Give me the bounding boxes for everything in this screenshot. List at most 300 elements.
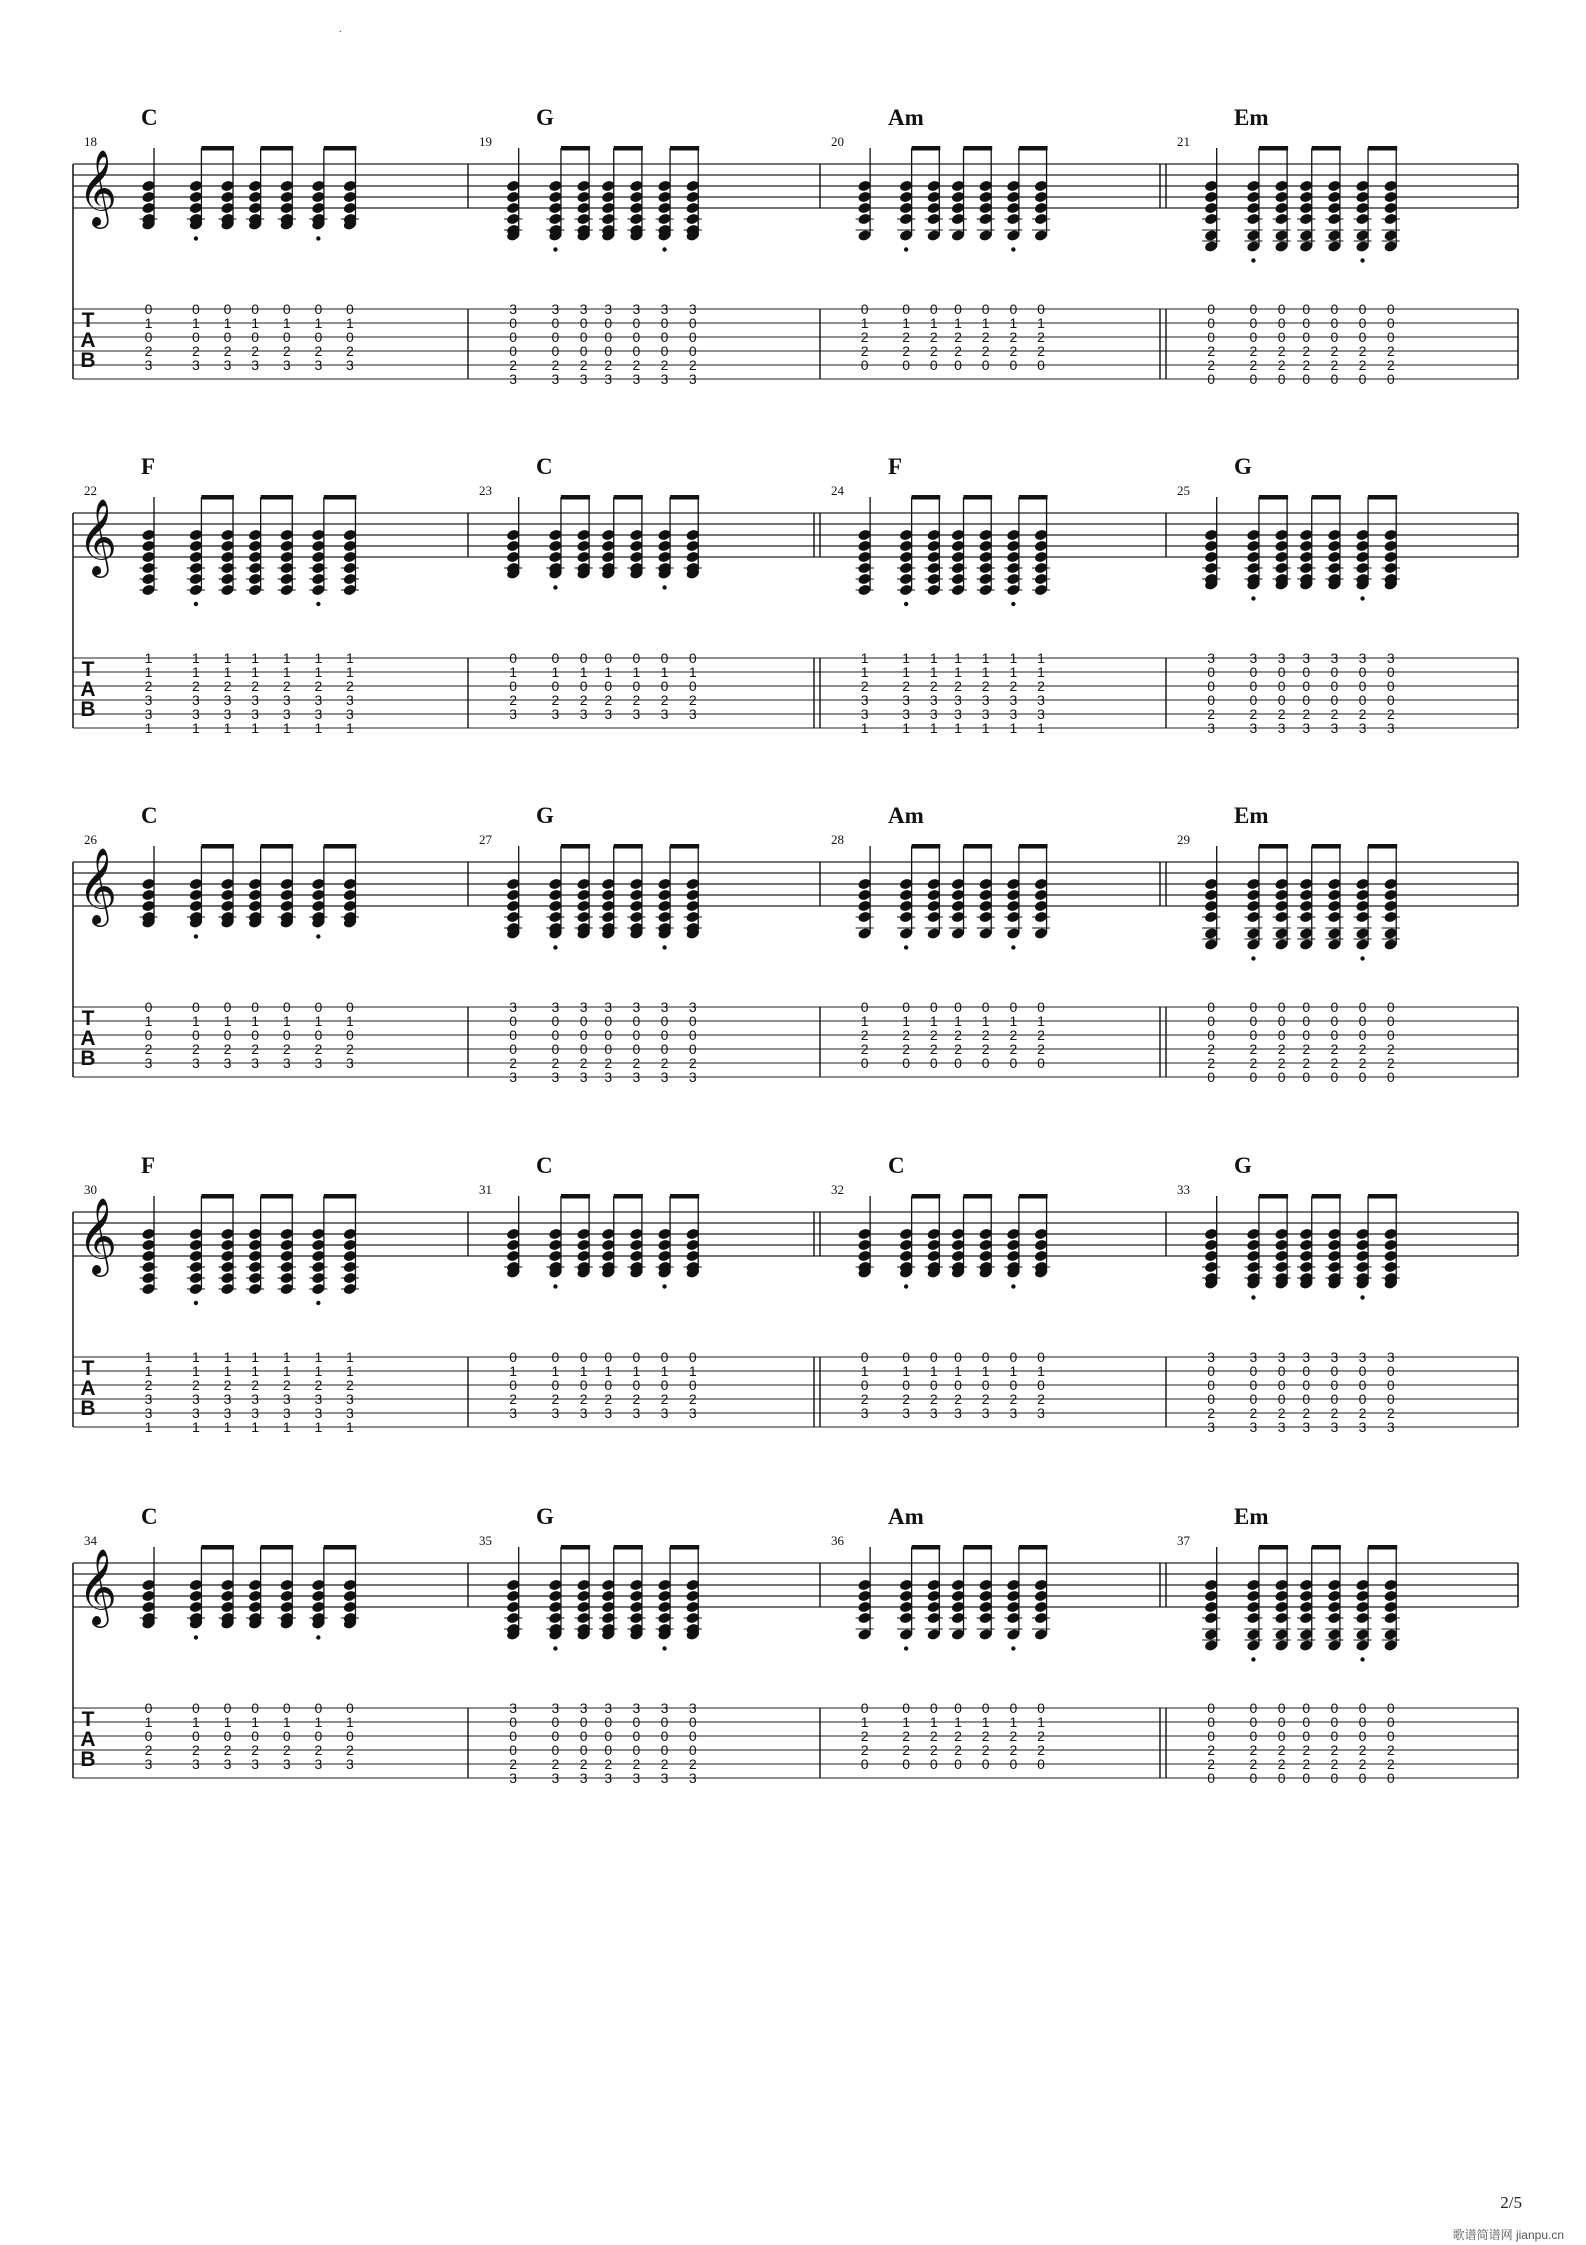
fret-number: 2 — [1386, 706, 1395, 722]
fret-number: 0 — [1330, 1013, 1339, 1029]
fret-number: 3 — [981, 706, 990, 722]
fret-number: 3 — [688, 371, 697, 387]
fret-number: 0 — [579, 1728, 588, 1744]
staccato-dot — [316, 1301, 320, 1305]
fret-number: 3 — [1009, 1405, 1018, 1421]
fret-number: 2 — [1249, 1756, 1258, 1772]
fret-number: 0 — [1207, 1714, 1216, 1730]
fret-number: 3 — [1249, 650, 1258, 666]
measure-number: 28 — [831, 832, 844, 847]
fret-number: 1 — [192, 1349, 200, 1365]
fret-number: 3 — [223, 1055, 232, 1071]
fret-number: 2 — [1358, 343, 1367, 359]
fret-number: 0 — [579, 1027, 588, 1043]
beam — [964, 1545, 993, 1550]
fret-number: 0 — [860, 1377, 869, 1393]
fret-number: 2 — [579, 1756, 588, 1772]
fret-number: 0 — [509, 315, 518, 331]
fret-number: 3 — [1330, 720, 1339, 736]
fret-number: 0 — [860, 1055, 869, 1071]
fret-number: 1 — [192, 664, 200, 680]
fret-number: 2 — [604, 1055, 613, 1071]
fret-number: 0 — [551, 329, 560, 345]
fret-number: 1 — [929, 315, 938, 331]
fret-number: 3 — [282, 1405, 291, 1421]
fret-number: 3 — [1009, 692, 1018, 708]
fret-number: 1 — [144, 720, 153, 736]
fret-number: 2 — [1037, 1742, 1045, 1758]
tab-clef-label: A — [80, 1728, 96, 1751]
fret-number: 0 — [1302, 1770, 1311, 1786]
fret-number: 2 — [1207, 1055, 1216, 1071]
fret-number: 3 — [346, 692, 354, 708]
fret-number: 3 — [551, 1405, 560, 1421]
beam — [324, 146, 357, 151]
tab-clef-label: B — [80, 698, 96, 721]
fret-number: 1 — [860, 1363, 869, 1379]
fret-number: 0 — [509, 1377, 518, 1393]
fret-number: 3 — [551, 371, 560, 387]
staccato-dot — [1011, 1646, 1015, 1650]
fret-number: 1 — [1037, 650, 1045, 666]
fret-number: 2 — [1249, 343, 1258, 359]
fret-number: 3 — [660, 706, 669, 722]
beam — [1368, 1194, 1397, 1199]
fret-number: 0 — [1358, 999, 1367, 1015]
tab-clef-label: B — [80, 1397, 96, 1420]
fret-number: 3 — [551, 1770, 560, 1786]
fret-number: 0 — [1358, 1377, 1367, 1393]
fret-number: 0 — [688, 1027, 697, 1043]
fret-number: 1 — [688, 1363, 697, 1379]
fret-number: 2 — [509, 1055, 518, 1071]
fret-number: 0 — [1386, 1728, 1395, 1744]
fret-number: 0 — [632, 1013, 641, 1029]
chord-name: Am — [888, 105, 924, 130]
beam — [1259, 495, 1288, 500]
fret-number: 3 — [223, 1391, 232, 1407]
fret-number: 1 — [192, 720, 200, 736]
fret-number: 0 — [604, 1027, 613, 1043]
fret-number: 1 — [223, 315, 232, 331]
fret-number: 1 — [981, 1714, 990, 1730]
fret-number: 0 — [1207, 1013, 1216, 1029]
beam — [614, 495, 643, 500]
fret-number: 3 — [579, 1069, 588, 1085]
fret-number: 0 — [902, 1349, 911, 1365]
fret-number: 3 — [192, 706, 200, 722]
fret-number: 1 — [660, 1363, 669, 1379]
fret-number: 3 — [144, 706, 153, 722]
fret-number: 2 — [981, 343, 990, 359]
fret-number: 1 — [144, 1363, 153, 1379]
fret-number: 3 — [860, 692, 869, 708]
fret-number: 0 — [860, 357, 869, 373]
fret-number: 0 — [144, 329, 153, 345]
fret-number: 2 — [144, 678, 153, 694]
chord-name: Em — [1234, 803, 1269, 828]
fret-number: 0 — [1277, 1013, 1286, 1029]
fret-number: 2 — [1277, 1405, 1286, 1421]
fret-number: 1 — [860, 315, 869, 331]
fret-number: 3 — [509, 1700, 518, 1716]
fret-number: 0 — [1386, 692, 1395, 708]
fret-number: 3 — [902, 692, 911, 708]
beam — [1368, 495, 1397, 500]
beam — [1312, 146, 1341, 151]
fret-number: 1 — [251, 1419, 260, 1435]
fret-number: 3 — [1302, 1349, 1311, 1365]
fret-number: 3 — [604, 301, 613, 317]
fret-number: 0 — [1277, 664, 1286, 680]
fret-number: 1 — [1009, 1363, 1018, 1379]
fret-number: 0 — [1386, 678, 1395, 694]
fret-number: 3 — [579, 1405, 588, 1421]
fret-number: 0 — [604, 1742, 613, 1758]
fret-number: 2 — [144, 1742, 153, 1758]
fret-number: 0 — [251, 1027, 260, 1043]
fret-number: 0 — [954, 1349, 962, 1365]
fret-number: 0 — [688, 1041, 697, 1057]
fret-number: 3 — [579, 999, 588, 1015]
fret-number: 1 — [579, 664, 588, 680]
fret-number: 2 — [1207, 1041, 1216, 1057]
fret-number: 2 — [981, 1027, 990, 1043]
chord-name: F — [888, 454, 903, 479]
fret-number: 0 — [981, 1756, 990, 1772]
fret-number: 1 — [282, 1349, 291, 1365]
fret-number: 0 — [954, 999, 962, 1015]
fret-number: 3 — [282, 706, 291, 722]
fret-number: 0 — [144, 1700, 153, 1716]
fret-number: 2 — [1330, 1756, 1339, 1772]
fret-number: 3 — [1037, 706, 1045, 722]
fret-number: 0 — [1207, 371, 1216, 387]
fret-number: 0 — [688, 650, 697, 666]
fret-number: 0 — [1330, 692, 1339, 708]
fret-number: 2 — [314, 1742, 323, 1758]
fret-number: 2 — [1009, 329, 1018, 345]
fret-number: 2 — [1330, 1041, 1339, 1057]
staccato-dot — [1251, 1295, 1255, 1299]
chord-name: G — [536, 105, 554, 130]
fret-number: 0 — [1207, 1377, 1216, 1393]
fret-number: 1 — [282, 1714, 291, 1730]
measure-number: 29 — [1177, 832, 1190, 847]
beam — [324, 844, 357, 849]
fret-number: 3 — [223, 706, 232, 722]
chord-name: G — [536, 803, 554, 828]
staccato-dot — [662, 945, 666, 949]
tab-clef-label: T — [81, 309, 95, 332]
fret-number: 3 — [1249, 720, 1258, 736]
fret-number: 1 — [223, 1363, 232, 1379]
measure-number: 21 — [1177, 134, 1190, 149]
fret-number: 0 — [282, 999, 291, 1015]
fret-number: 3 — [251, 706, 260, 722]
fret-number: 0 — [551, 1377, 560, 1393]
fret-number: 0 — [981, 1349, 990, 1365]
staccato-dot — [904, 247, 908, 251]
fret-number: 1 — [314, 664, 323, 680]
staccato-dot — [1251, 956, 1255, 960]
fret-number: 2 — [1207, 343, 1216, 359]
fret-number: 3 — [1277, 720, 1286, 736]
fret-number: 3 — [192, 357, 200, 373]
measure-number: 25 — [1177, 483, 1190, 498]
fret-number: 1 — [346, 720, 354, 736]
staccato-dot — [662, 247, 666, 251]
fret-number: 3 — [551, 706, 560, 722]
fret-number: 0 — [1302, 1027, 1311, 1043]
fret-number: 0 — [1277, 301, 1286, 317]
fret-number: 2 — [981, 1391, 990, 1407]
beam — [912, 1194, 941, 1199]
fret-number: 0 — [223, 1700, 232, 1716]
fret-number: 2 — [346, 1041, 354, 1057]
chord-name: Em — [1234, 105, 1269, 130]
fret-number: 3 — [551, 1069, 560, 1085]
fret-number: 0 — [1386, 371, 1395, 387]
fret-number: 2 — [1207, 1742, 1216, 1758]
fret-number: 0 — [1358, 678, 1367, 694]
beam — [1259, 146, 1288, 151]
fret-number: 2 — [1037, 343, 1045, 359]
fret-number: 3 — [954, 1405, 962, 1421]
beam — [1312, 1194, 1341, 1199]
fret-number: 0 — [660, 329, 669, 345]
staccato-dot — [1251, 1657, 1255, 1661]
fret-number: 0 — [981, 1377, 990, 1393]
fret-number: 0 — [1330, 1770, 1339, 1786]
fret-number: 1 — [954, 1013, 962, 1029]
fret-number: 0 — [144, 301, 153, 317]
fret-number: 0 — [1302, 692, 1311, 708]
fret-number: 2 — [1358, 1742, 1367, 1758]
fret-number: 2 — [1358, 357, 1367, 373]
fret-number: 3 — [604, 1700, 613, 1716]
chord-name: F — [141, 454, 156, 479]
beam — [261, 844, 294, 849]
fret-number: 3 — [1207, 720, 1216, 736]
fret-number: 0 — [1249, 664, 1258, 680]
fret-number: 1 — [688, 664, 697, 680]
fret-number: 0 — [1207, 1027, 1216, 1043]
fret-number: 3 — [192, 1756, 200, 1772]
fret-number: 2 — [282, 678, 291, 694]
fret-number: 3 — [632, 706, 641, 722]
fret-number: 1 — [1009, 650, 1018, 666]
fret-number: 3 — [346, 357, 354, 373]
measure-number: 33 — [1177, 1182, 1190, 1197]
staccato-dot — [904, 945, 908, 949]
fret-number: 2 — [1249, 1055, 1258, 1071]
fret-number: 1 — [860, 1013, 869, 1029]
fret-number: 0 — [1207, 1069, 1216, 1085]
beam — [1259, 1545, 1288, 1550]
fret-number: 1 — [314, 650, 323, 666]
fret-number: 0 — [509, 1728, 518, 1744]
fret-number: 3 — [346, 1055, 354, 1071]
beam — [912, 495, 941, 500]
fret-number: 0 — [632, 1728, 641, 1744]
staccato-dot — [1360, 956, 1364, 960]
fret-number: 1 — [251, 650, 260, 666]
fret-number: 3 — [1358, 1419, 1367, 1435]
fret-number: 2 — [981, 1742, 990, 1758]
fret-number: 2 — [251, 343, 260, 359]
fret-number: 0 — [1358, 692, 1367, 708]
fret-number: 0 — [509, 1349, 518, 1365]
fret-number: 0 — [1207, 301, 1216, 317]
fret-number: 0 — [1249, 329, 1258, 345]
fret-number: 3 — [1358, 1349, 1367, 1365]
fret-number: 0 — [929, 1055, 938, 1071]
fret-number: 0 — [579, 1013, 588, 1029]
fret-number: 0 — [1277, 315, 1286, 331]
fret-number: 3 — [192, 1391, 200, 1407]
beam — [912, 146, 941, 151]
fret-number: 1 — [223, 664, 232, 680]
fret-number: 3 — [981, 1405, 990, 1421]
fret-number: 1 — [1009, 720, 1018, 736]
fret-number: 1 — [144, 664, 153, 680]
fret-number: 1 — [660, 664, 669, 680]
fret-number: 2 — [1009, 678, 1018, 694]
fret-number: 1 — [954, 650, 962, 666]
fret-number: 2 — [660, 692, 669, 708]
tab-clef-label: T — [81, 1357, 95, 1380]
fret-number: 2 — [1302, 1055, 1311, 1071]
fret-number: 0 — [860, 1700, 869, 1716]
fret-number: 0 — [1037, 999, 1045, 1015]
fret-number: 0 — [632, 1377, 641, 1393]
fret-number: 3 — [604, 1405, 613, 1421]
fret-number: 0 — [632, 650, 641, 666]
beam — [1312, 495, 1341, 500]
fret-number: 1 — [144, 1013, 153, 1029]
fret-number: 2 — [1302, 1041, 1311, 1057]
fret-number: 2 — [1330, 1405, 1339, 1421]
measure-number: 23 — [479, 483, 492, 498]
chord-name: F — [141, 1153, 156, 1178]
staccato-dot — [1011, 602, 1015, 606]
measure-number: 36 — [831, 1533, 844, 1548]
fret-number: 0 — [604, 1349, 613, 1365]
fret-number: 0 — [1277, 692, 1286, 708]
fret-number: 0 — [1386, 1700, 1395, 1716]
measure-number: 22 — [84, 483, 97, 498]
fret-number: 1 — [251, 1714, 260, 1730]
fret-number: 0 — [1249, 1391, 1258, 1407]
measure-number: 35 — [479, 1533, 492, 1548]
fret-number: 3 — [688, 706, 697, 722]
treble-clef-icon: 𝄞 — [78, 498, 118, 575]
staccato-dot — [1360, 596, 1364, 600]
fret-number: 0 — [1386, 1377, 1395, 1393]
fret-number: 1 — [282, 1363, 291, 1379]
fret-number: 0 — [282, 329, 291, 345]
fret-number: 2 — [1330, 1055, 1339, 1071]
fret-number: 0 — [688, 1728, 697, 1744]
fret-number: 1 — [192, 315, 200, 331]
fret-number: 0 — [604, 1377, 613, 1393]
fret-number: 3 — [660, 371, 669, 387]
fret-number: 0 — [1207, 315, 1216, 331]
fret-number: 0 — [1037, 1377, 1045, 1393]
fret-number: 2 — [902, 1742, 911, 1758]
fret-number: 0 — [929, 1700, 938, 1716]
fret-number: 2 — [954, 1742, 962, 1758]
fret-number: 3 — [509, 1770, 518, 1786]
fret-number: 0 — [902, 1377, 911, 1393]
fret-number: 2 — [579, 692, 588, 708]
chord-name: C — [888, 1153, 905, 1178]
fret-number: 0 — [579, 678, 588, 694]
fret-number: 3 — [1358, 650, 1367, 666]
fret-number: 0 — [1277, 678, 1286, 694]
fret-number: 2 — [1358, 1405, 1367, 1421]
fret-number: 0 — [192, 329, 200, 345]
fret-number: 2 — [1330, 357, 1339, 373]
fret-number: 1 — [346, 1013, 354, 1029]
fret-number: 2 — [981, 1041, 990, 1057]
fret-number: 0 — [1302, 315, 1311, 331]
fret-number: 2 — [251, 678, 260, 694]
fret-number: 0 — [604, 1728, 613, 1744]
fret-number: 3 — [688, 999, 697, 1015]
fret-number: 0 — [660, 315, 669, 331]
fret-number: 1 — [251, 1349, 260, 1365]
staccato-dot — [316, 602, 320, 606]
fret-number: 2 — [509, 357, 518, 373]
fret-number: 0 — [1277, 1770, 1286, 1786]
fret-number: 3 — [1037, 1405, 1045, 1421]
fret-number: 0 — [1330, 1391, 1339, 1407]
fret-number: 0 — [1277, 999, 1286, 1015]
fret-number: 3 — [604, 706, 613, 722]
fret-number: 2 — [282, 1742, 291, 1758]
fret-number: 3 — [223, 1405, 232, 1421]
fret-number: 2 — [688, 357, 697, 373]
beam — [1368, 146, 1397, 151]
beam — [1312, 1545, 1341, 1550]
fret-number: 0 — [1249, 692, 1258, 708]
fret-number: 3 — [144, 357, 153, 373]
fret-number: 0 — [1330, 1363, 1339, 1379]
fret-number: 3 — [632, 999, 641, 1015]
fret-number: 0 — [1207, 692, 1216, 708]
fret-number: 3 — [192, 692, 200, 708]
fret-number: 0 — [981, 1700, 990, 1716]
fret-number: 2 — [579, 357, 588, 373]
fret-number: 2 — [1009, 1027, 1018, 1043]
fret-number: 2 — [1302, 1405, 1311, 1421]
fret-number: 3 — [579, 371, 588, 387]
fret-number: 0 — [314, 1728, 323, 1744]
fret-number: 0 — [1302, 678, 1311, 694]
fret-number: 0 — [660, 1027, 669, 1043]
fret-number: 1 — [144, 1349, 153, 1365]
fret-number: 1 — [282, 1013, 291, 1029]
fret-number: 0 — [1330, 1714, 1339, 1730]
fret-number: 3 — [144, 1756, 153, 1772]
fret-number: 2 — [660, 1756, 669, 1772]
fret-number: 2 — [860, 678, 869, 694]
beam — [912, 1545, 941, 1550]
fret-number: 2 — [144, 343, 153, 359]
fret-number: 1 — [509, 664, 518, 680]
